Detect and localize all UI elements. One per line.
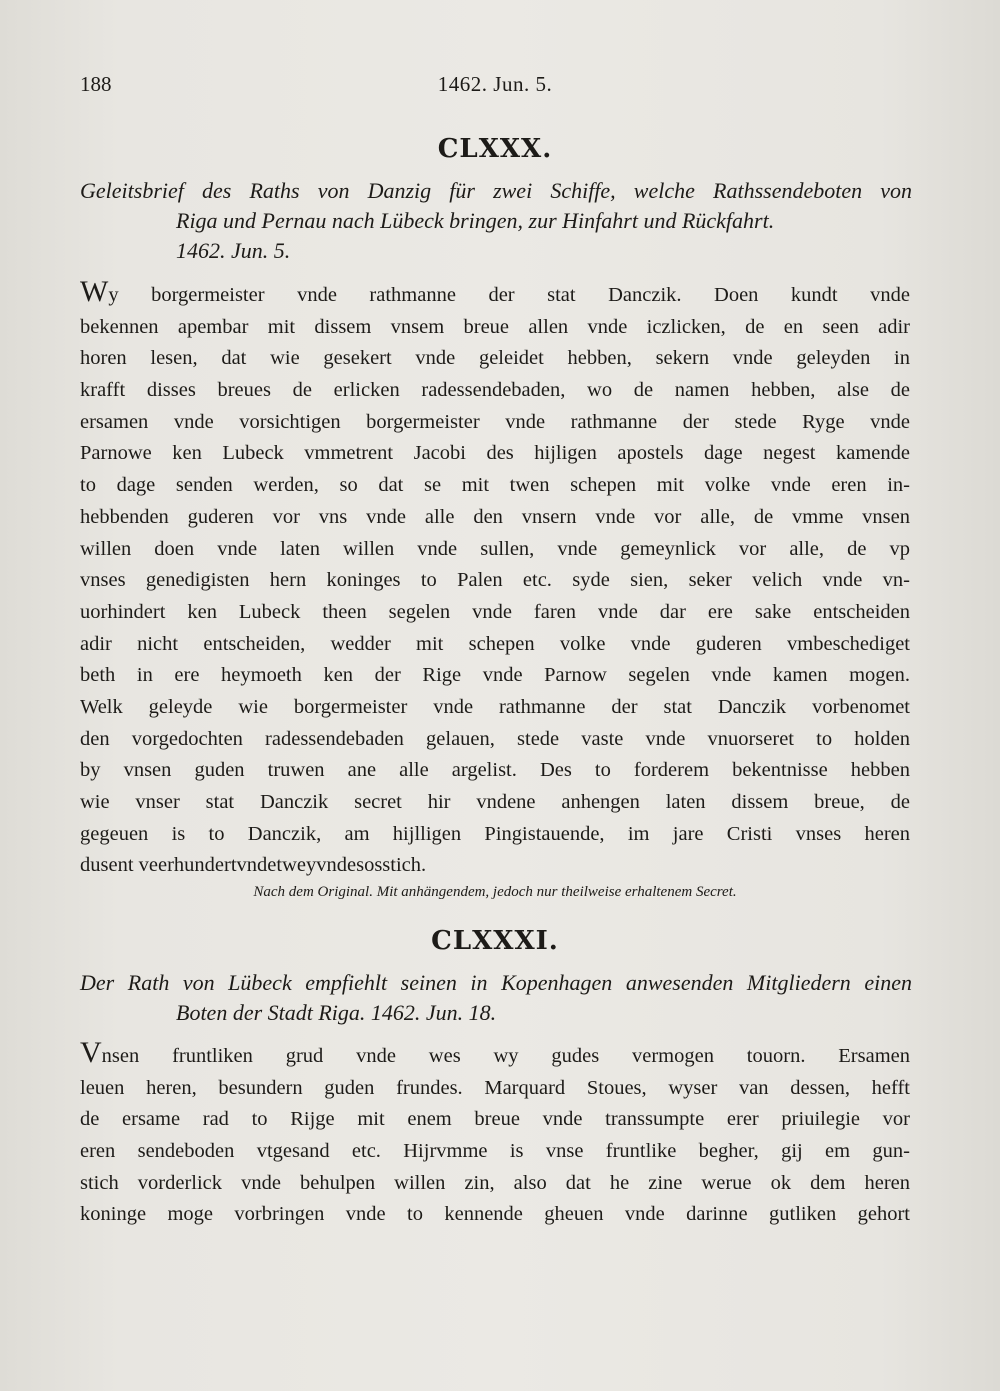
initial-letter: W <box>80 275 109 308</box>
source-note: Nach dem Original. Mit anhängendem, jedoch nur theilweise erhaltenem Secret. <box>253 884 737 900</box>
document-number-heading: CLXXXI. <box>431 926 559 956</box>
text-line: ersamen vnde vorsichtigen borgermeister vnde rathmanne der stede Ryge vnde <box>80 410 910 433</box>
document-number-heading: CLXXX. <box>437 134 553 164</box>
running-head-date: 1462. Jun. 5. <box>437 72 553 96</box>
text-line: horen lesen, dat wie gesekert vnde geleidet hebben, sekern vnde geleyden in <box>80 347 910 370</box>
text-line: by vnsen guden truwen ane alle argelist. Des to forderem bekentnisse hebben <box>80 759 910 782</box>
initial-letter: V <box>80 1036 102 1069</box>
text-line: uorhindert ken Lubeck theen segelen vnde faren vnde dar ere sake entscheiden <box>80 600 910 623</box>
text-line: Parnowe ken Lubeck vmmetrent Jacobi des hijligen apostels dage negest kamende <box>80 442 910 465</box>
text-line: hebbenden guderen vor vns vnde alle den vnsern vnde vor alle, de vmme vnsen <box>80 505 910 528</box>
text-line <box>80 1036 910 1073</box>
text-line-content: y borgermeister vnde rathmanne der stat Danczik. Doen kundt vnde <box>108 284 910 306</box>
text-line: krafft disses breues de erlicken radessendebaden, wo de namen hebben, alse de <box>80 379 910 402</box>
text-line: leuen heren, besundern guden frundes. Marquard Stoues, wyser van dessen, hefft <box>80 1076 910 1099</box>
regest-line: Geleitsbrief des Raths von Danzig für zwei Schiffe, welche Rathssendeboten von <box>80 178 912 203</box>
text-line: wie vnser stat Danczik secret hir vndene anhengen laten dissem breue, de <box>80 791 910 813</box>
text-line: to dage senden werden, so dat se mit twen schepen mit volke vnde eren in- <box>80 474 910 497</box>
regest-line: Boten der Stadt Riga. 1462. Jun. 18. <box>176 1000 497 1025</box>
text-line: de ersame rad to Rijge mit enem breue vnde transsumpte erer priuilegie vor <box>80 1108 910 1131</box>
regest-line: Der Rath von Lübeck empfiehlt seinen in Kopenhagen anwesenden Mitgliedern einen <box>80 970 912 995</box>
text-line: koninge moge vorbringen vnde to kennende gheuen vnde darinne gutliken gehort <box>80 1203 910 1226</box>
text-line: Welk geleyde wie borgermeister vnde rathmanne der stat Danczik vorbenomet <box>80 695 910 718</box>
text-line-content: nsen fruntliken grud vnde wes wy gudes vermogen touorn. Ersamen <box>101 1045 910 1067</box>
text-line: willen doen vnde laten willen vnde sullen, vnde gemeynlick vor alle, de vp <box>80 537 910 560</box>
text-line: den vorgedochten radessendebaden gelauen, stede vaste vnde vnuorseret to holden <box>80 727 910 750</box>
text-line: beth in ere heymoeth ken der Rige vnde Parnow segelen vnde kamen mogen. <box>80 664 910 687</box>
text-line: gegeuen is to Danczik, am hijlligen Pingistauende, im jare Cristi vnses heren <box>80 822 910 845</box>
regest-line: 1462. Jun. 5. <box>176 238 291 263</box>
text-line: dusent veerhundertvndetweyvndesosstich. <box>80 854 427 877</box>
regest-line: Riga und Pernau nach Lübeck bringen, zur Hinfahrt und Rückfahrt. <box>176 208 775 233</box>
document-text <box>80 1036 910 1231</box>
text-line: stich vorderlick vnde behulpen willen zin, also dat he zine werue ok dem heren <box>80 1171 910 1194</box>
text-line: vnses genedigisten hern koninges to Palen etc. syde sien, seker velich vnde vn- <box>80 569 910 592</box>
text-line: adir nicht entscheiden, wedder mit schepen volke vnde guderen vmbeschediget <box>80 632 910 655</box>
document-regest <box>80 968 912 1028</box>
text-line: eren sendeboden vtgesand etc. Hijrvmme is vnse fruntlike begher, gij em gun- <box>80 1140 910 1163</box>
text-line <box>80 275 910 312</box>
document-text <box>80 275 910 882</box>
text-line: bekennen apembar mit dissem vnsem breue allen vnde iczlicken, de en seen adir <box>80 315 910 338</box>
document-regest <box>80 176 912 266</box>
page-number: 188 <box>80 72 112 96</box>
page-header <box>80 72 910 106</box>
